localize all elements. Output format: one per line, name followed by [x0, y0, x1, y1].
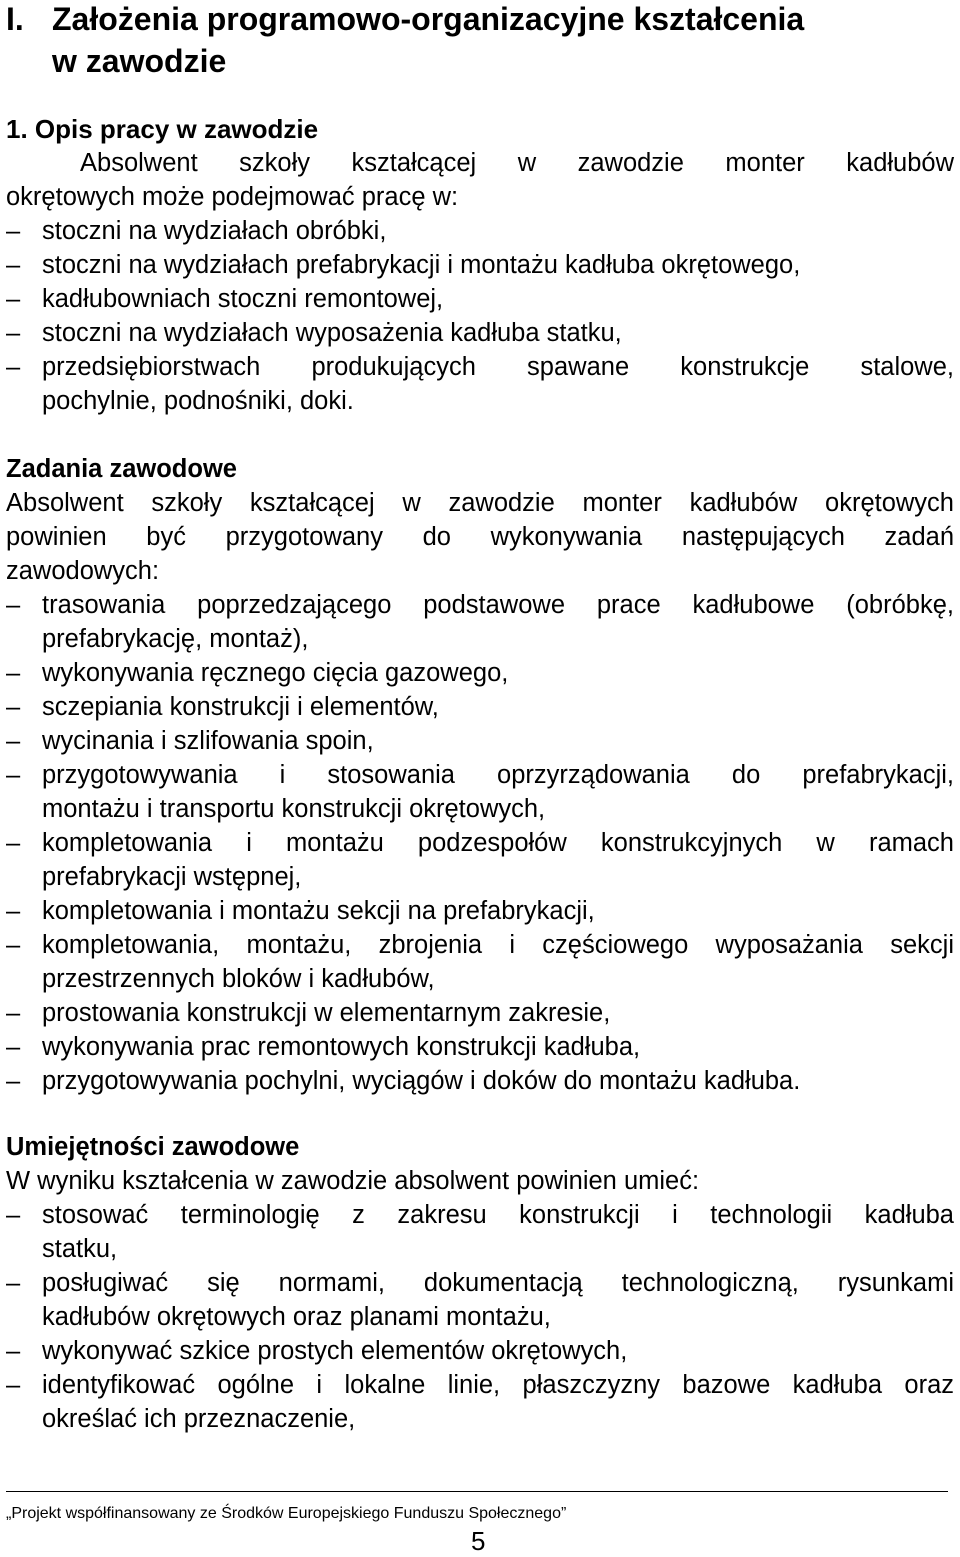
section1-intro-line2: okrętowych może podejmować pracę w:	[6, 183, 459, 211]
section2-body	[6, 452, 954, 1098]
section3-list	[6, 1198, 954, 1436]
list-item-line: kompletowania i montażu podzespołów konstrukcyjnych w ramach	[42, 829, 954, 857]
section2-intro-line3: zawodowych:	[6, 557, 160, 585]
list-item-line: identyfikować ogólne i lokalne linie, płaszczyzny bazowe kadłuba oraz	[42, 1371, 954, 1399]
dash-bullet: –	[6, 999, 21, 1027]
dash-bullet: –	[6, 285, 21, 313]
list-item-line: przygotowywania i stosowania oprzyrządowania do prefabrykacji,	[42, 761, 954, 789]
list-item-line: kompletowania, montażu, zbrojenia i częściowego wyposażania sekcji	[42, 931, 954, 959]
footer-divider	[6, 1491, 948, 1492]
list-item	[6, 1266, 954, 1334]
section3-heading: Umiejętności zawodowe	[6, 1133, 300, 1161]
section2-list	[6, 588, 954, 1098]
list-item	[6, 724, 954, 758]
dash-bullet: –	[6, 1269, 21, 1297]
dash-bullet: –	[6, 1337, 21, 1365]
list-item-line: trasowania poprzedzającego podstawowe prace kadłubowe (obróbkę,	[42, 591, 954, 619]
list-item-line: wykonywania ręcznego cięcia gazowego,	[42, 659, 509, 687]
list-item-line: przedsiębiorstwach produkujących spawane konstrukcje stalowe,	[42, 353, 954, 381]
list-item-line: kadłubowniach stoczni remontowej,	[42, 285, 444, 313]
list-item-line: kadłubów okrętowych oraz planami montażu,	[42, 1303, 551, 1331]
list-item-line: wykonywać szkice prostych elementów okrętowych,	[42, 1337, 628, 1365]
dash-bullet: –	[6, 1201, 21, 1229]
section1-intro-line1: Absolwent szkoły kształcącej w zawodzie monter kadłubów	[80, 149, 954, 177]
dash-bullet: –	[6, 1067, 21, 1095]
list-item	[6, 826, 954, 894]
list-item-line: stoczni na wydziałach obróbki,	[42, 217, 387, 245]
chapter-number: I.	[6, 1, 24, 37]
dash-bullet: –	[6, 931, 21, 959]
list-item-line: przygotowywania pochylni, wyciągów i doków do montażu kadłuba.	[42, 1067, 801, 1095]
list-item-line: sczepiania konstrukcji i elementów,	[42, 693, 439, 721]
list-item-line: wykonywania prac remontowych konstrukcji kadłuba,	[42, 1033, 641, 1061]
list-item	[6, 588, 954, 656]
list-item	[6, 1030, 954, 1064]
list-item	[6, 1064, 954, 1098]
list-item	[6, 214, 954, 248]
dash-bullet: –	[6, 727, 21, 755]
list-item	[6, 350, 954, 418]
list-item	[6, 690, 954, 724]
dash-bullet: –	[6, 829, 21, 857]
list-item-line: prefabrykację, montaż),	[42, 625, 309, 653]
section2-intro-line2: powinien być przygotowany do wykonywania następujących zadań	[6, 523, 954, 551]
page-number: 5	[471, 1526, 486, 1556]
dash-bullet: –	[6, 251, 21, 279]
list-item-line: kompletowania i montażu sekcji na prefabrykacji,	[42, 897, 595, 925]
list-item	[6, 248, 954, 282]
list-item-line: pochylnie, podnośniki, doki.	[42, 387, 354, 415]
list-item	[6, 758, 954, 826]
list-item-line: stoczni na wydziałach prefabrykacji i montażu kadłuba okrętowego,	[42, 251, 801, 279]
dash-bullet: –	[6, 1033, 21, 1061]
dash-bullet: –	[6, 591, 21, 619]
section1-heading: 1. Opis pracy w zawodzie	[6, 114, 319, 144]
list-item-line: przestrzennych bloków i kadłubów,	[42, 965, 435, 993]
list-item-line: statku,	[42, 1235, 118, 1263]
dash-bullet: –	[6, 693, 21, 721]
footer-text: „Projekt współfinansowany ze Środków Europejskiego Funduszu Społecznego”	[6, 1505, 567, 1522]
dash-bullet: –	[6, 217, 21, 245]
list-item-line: wycinania i szlifowania spoin,	[42, 727, 374, 755]
list-item	[6, 1368, 954, 1436]
dash-bullet: –	[6, 319, 21, 347]
list-item-line: prefabrykacji wstępnej,	[42, 863, 302, 891]
list-item-line: montażu i transportu konstrukcji okrętowych,	[42, 795, 546, 823]
section2-intro-line1: Absolwent szkoły kształcącej w zawodzie monter kadłubów okrętowych	[6, 489, 954, 517]
list-item	[6, 928, 954, 996]
list-item	[6, 996, 954, 1030]
list-item-line: stosować terminologię z zakresu konstrukcji i technologii kadłuba	[42, 1201, 954, 1229]
section3-body	[6, 1130, 954, 1436]
list-item	[6, 316, 954, 350]
chapter-title	[6, 0, 954, 82]
list-item	[6, 1334, 954, 1368]
section1-body	[6, 146, 954, 418]
section1-list	[6, 214, 954, 418]
list-item	[6, 894, 954, 928]
dash-bullet: –	[6, 897, 21, 925]
list-item-line: stoczni na wydziałach wyposażenia kadłuba statku,	[42, 319, 622, 347]
section2-heading: Zadania zawodowe	[6, 455, 237, 483]
list-item	[6, 656, 954, 690]
chapter-title-line2: w zawodzie	[52, 43, 227, 79]
dash-bullet: –	[6, 353, 21, 381]
list-item-line: określać ich przeznaczenie,	[42, 1405, 356, 1433]
section3-intro-line1: W wyniku kształcenia w zawodzie absolwent powinien umieć:	[6, 1167, 700, 1195]
dash-bullet: –	[6, 1371, 21, 1399]
list-item-line: posługiwać się normami, dokumentacją technologiczną, rysunkami	[42, 1269, 954, 1297]
document-page	[6, 0, 954, 1557]
dash-bullet: –	[6, 761, 21, 789]
list-item	[6, 282, 954, 316]
chapter-title-line1: Założenia programowo-organizacyjne kształcenia	[52, 1, 805, 37]
dash-bullet: –	[6, 659, 21, 687]
list-item	[6, 1198, 954, 1266]
list-item-line: prostowania konstrukcji w elementarnym zakresie,	[42, 999, 611, 1027]
